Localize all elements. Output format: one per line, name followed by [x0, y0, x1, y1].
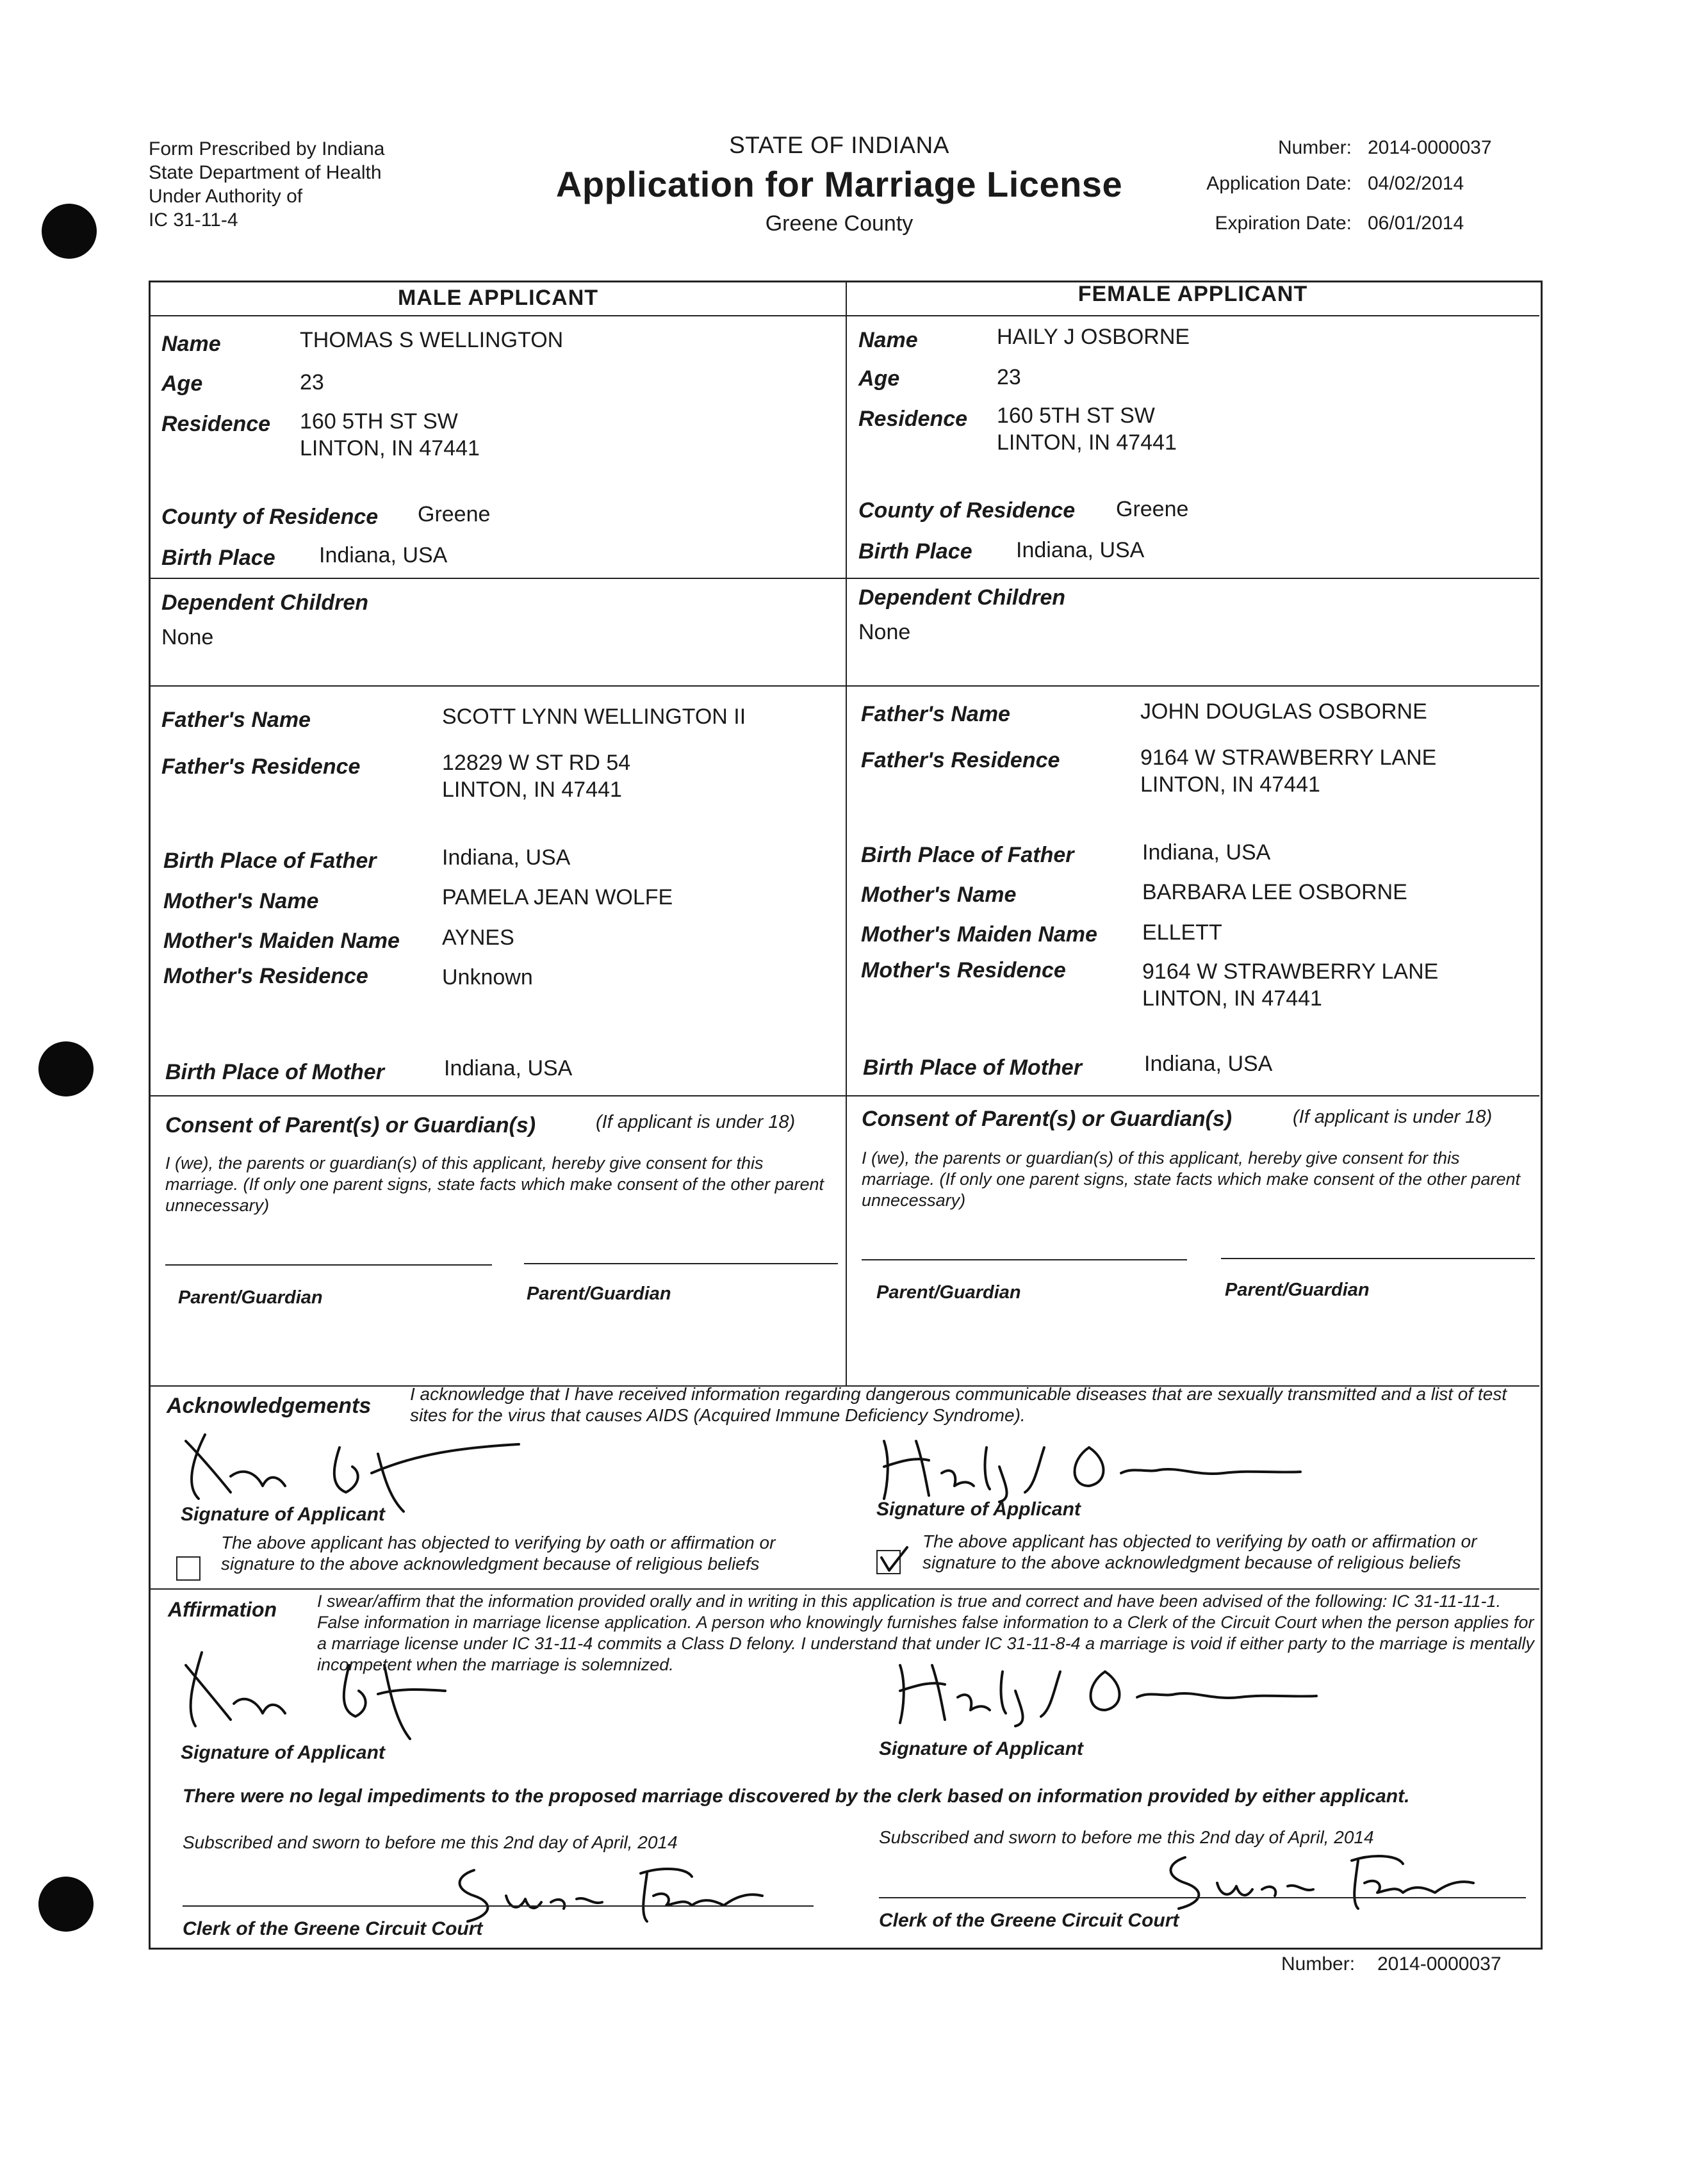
- male-clerk-signature: [448, 1857, 807, 1934]
- male-county-value: Greene: [418, 502, 491, 526]
- male-bp-father-label: Birth Place of Father: [163, 849, 377, 873]
- female-age-label: Age: [858, 366, 900, 391]
- female-parent-signature-line-1: [862, 1259, 1187, 1260]
- male-consent-text: I (we), the parents or guardian(s) of this applicant, hereby give consent for this marriage. (If only one parent signs, state facts which make consent of the other parent unnecessary): [165, 1153, 824, 1215]
- female-age-value: 23: [997, 365, 1021, 389]
- female-father-residence-label: Father's Residence: [861, 748, 1060, 772]
- expiration-date-label: Expiration Date:: [1215, 213, 1352, 234]
- female-objection-text: The above applicant has objected to verifying by oath or affirmation or signature to the above acknowledgment because of religious beliefs: [922, 1531, 1477, 1572]
- female-birth-place-value: Indiana, USA: [1016, 538, 1145, 562]
- county-heading: Greene County: [765, 211, 914, 236]
- female-birth-place-label: Birth Place: [858, 539, 972, 564]
- acknowledgements-heading: Acknowledgements: [167, 1394, 372, 1418]
- male-age-value: 23: [300, 370, 324, 395]
- female-ack-signature-label: Signature of Applicant: [876, 1499, 1081, 1520]
- footer-number-label: Number:: [1281, 1953, 1356, 1975]
- female-mother-maiden-label: Mother's Maiden Name: [861, 922, 1097, 947]
- form-prescribed-note: Form Prescribed by Indiana State Department of Health Under Authority of IC 31-11-4: [149, 138, 385, 231]
- female-consent-note: (If applicant is under 18): [1293, 1107, 1493, 1127]
- female-parent-guardian-label-1: Parent/Guardian: [876, 1282, 1021, 1303]
- hole-punch-top: [42, 204, 97, 259]
- female-mother-name-label: Mother's Name: [861, 883, 1017, 907]
- female-father-residence-value: 9164 W STRAWBERRY LANE LINTON, IN 47441: [1140, 746, 1437, 797]
- male-birth-place-label: Birth Place: [161, 546, 275, 570]
- male-consent-note: (If applicant is under 18): [596, 1112, 796, 1132]
- female-bp-mother-value: Indiana, USA: [1144, 1052, 1273, 1076]
- female-consent-title: Consent of Parent(s) or Guardian(s): [862, 1107, 1233, 1131]
- affirmation-heading: Affirmation: [168, 1598, 277, 1621]
- female-name-value: HAILY J OSBORNE: [997, 325, 1190, 349]
- female-name-label: Name: [858, 328, 918, 352]
- male-father-residence-value: 12829 W ST RD 54 LINTON, IN 47441: [442, 751, 631, 802]
- female-parent-guardian-label-2: Parent/Guardian: [1225, 1280, 1370, 1300]
- male-aff-signature: [157, 1640, 516, 1742]
- male-bp-father-value: Indiana, USA: [442, 845, 571, 870]
- female-mother-residence-value: 9164 W STRAWBERRY LANE LINTON, IN 47441: [1142, 959, 1439, 1011]
- male-mother-residence-label: Mother's Residence: [163, 964, 368, 988]
- male-dependent-label: Dependent Children: [161, 591, 369, 615]
- male-county-label: County of Residence: [161, 505, 379, 529]
- male-objection-text: The above applicant has objected to verifying by oath or affirmation or signature to the above acknowledgment because of religious beliefs: [221, 1533, 776, 1574]
- female-bp-father-value: Indiana, USA: [1142, 840, 1271, 865]
- female-parent-signature-line-2: [1221, 1258, 1535, 1259]
- male-father-residence-label: Father's Residence: [161, 754, 361, 779]
- female-father-name-label: Father's Name: [861, 702, 1010, 726]
- female-father-name-value: JOHN DOUGLAS OSBORNE: [1140, 699, 1427, 724]
- female-clerk-signature-line: [879, 1897, 1526, 1898]
- number-label: Number:: [1277, 137, 1352, 158]
- dependent-rule: [151, 578, 1539, 579]
- male-parent-guardian-label-2: Parent/Guardian: [527, 1284, 671, 1304]
- male-objection-checkbox[interactable]: [176, 1556, 201, 1581]
- male-age-label: Age: [161, 371, 203, 396]
- female-mother-maiden-value: ELLETT: [1142, 920, 1222, 945]
- female-residence-label: Residence: [858, 407, 968, 431]
- female-applicant-heading: FEMALE APPLICANT: [1078, 282, 1308, 306]
- male-clerk-label: Clerk of the Greene Circuit Court: [183, 1918, 483, 1939]
- male-consent-title: Consent of Parent(s) or Guardian(s): [165, 1113, 536, 1137]
- male-residence-value: 160 5TH ST SW LINTON, IN 47441: [300, 409, 480, 460]
- female-sworn-text: Subscribed and sworn to before me this 2nd day of April, 2014: [879, 1827, 1374, 1847]
- male-mother-name-label: Mother's Name: [163, 889, 319, 913]
- impediments-statement: There were no legal impediments to the proposed marriage discovered by the clerk based on information provided by either applicant.: [183, 1786, 1410, 1807]
- male-mother-maiden-label: Mother's Maiden Name: [163, 929, 400, 953]
- affirmation-text: I swear/affirm that the information provided orally and in writing in this application is true and correct and have been advised of the following: IC 31-11-11-1. False information in marriage license application. A person who knowingly furnishes false information to a Clerk of the Circuit Court when the person applies for a marriage license under IC 31-11-4 commits a Class D felony. I understand that under IC 31-11-8-4 a marriage is void if either party to the marriage is mentally incompetent when the marriage is solemnized.: [317, 1592, 1534, 1674]
- male-name-label: Name: [161, 332, 221, 356]
- number-value: 2014-0000037: [1368, 137, 1492, 158]
- parents-rule: [151, 685, 1539, 687]
- affirmation-rule: [151, 1588, 1539, 1590]
- female-clerk-signature: [1159, 1845, 1518, 1921]
- female-residence-value: 160 5TH ST SW LINTON, IN 47441: [997, 403, 1177, 455]
- male-name-value: THOMAS S WELLINGTON: [300, 328, 564, 352]
- female-dependent-value: None: [858, 620, 911, 644]
- male-father-name-value: SCOTT LYNN WELLINGTON II: [442, 705, 746, 729]
- male-birth-place-value: Indiana, USA: [319, 543, 448, 567]
- female-aff-signature: [894, 1652, 1342, 1736]
- footer-number-value: 2014-0000037: [1377, 1953, 1502, 1975]
- consent-divider: [846, 1096, 847, 1385]
- female-objection-check-mark: [879, 1545, 911, 1577]
- male-residence-label: Residence: [161, 412, 271, 436]
- male-parent-signature-line-2: [524, 1263, 838, 1264]
- male-mother-maiden-value: AYNES: [442, 925, 514, 950]
- female-ack-signature: [878, 1422, 1326, 1505]
- male-ack-signature-label: Signature of Applicant: [181, 1504, 385, 1525]
- acknowledgement-text: I acknowledge that I have received information regarding dangerous communicable diseases that are sexually transmitted and a list of test sites for the virus that causes AIDS (Acquired Immune Deficiency Syndrome).: [410, 1384, 1507, 1425]
- female-mother-name-value: BARBARA LEE OSBORNE: [1142, 880, 1407, 904]
- male-parent-guardian-label-1: Parent/Guardian: [178, 1287, 323, 1308]
- male-parent-signature-line-1: [165, 1264, 492, 1266]
- male-dependent-value: None: [161, 625, 214, 649]
- female-bp-mother-label: Birth Place of Mother: [863, 1055, 1082, 1080]
- hole-punch-middle: [38, 1041, 94, 1096]
- male-mother-residence-value: Unknown: [442, 965, 533, 990]
- male-father-name-label: Father's Name: [161, 708, 311, 732]
- male-sworn-text: Subscribed and sworn to before me this 2nd day of April, 2014: [183, 1832, 678, 1852]
- male-clerk-signature-line: [183, 1905, 814, 1907]
- hole-punch-bottom: [38, 1877, 94, 1932]
- male-aff-signature-label: Signature of Applicant: [181, 1742, 385, 1763]
- male-mother-name-value: PAMELA JEAN WOLFE: [442, 885, 673, 909]
- female-bp-father-label: Birth Place of Father: [861, 843, 1074, 867]
- male-bp-mother-value: Indiana, USA: [444, 1056, 573, 1080]
- female-county-value: Greene: [1116, 497, 1189, 521]
- male-applicant-heading: MALE APPLICANT: [397, 286, 599, 310]
- male-ack-signature: [160, 1415, 519, 1518]
- application-date-value: 04/02/2014: [1368, 173, 1464, 194]
- application-date-label: Application Date:: [1206, 173, 1352, 194]
- state-heading: STATE OF INDIANA: [729, 132, 949, 158]
- heading-rule: [151, 315, 1539, 316]
- male-bp-mother-label: Birth Place of Mother: [165, 1060, 384, 1084]
- female-clerk-label: Clerk of the Greene Circuit Court: [879, 1910, 1179, 1931]
- female-county-label: County of Residence: [858, 498, 1076, 523]
- expiration-date-value: 06/01/2014: [1368, 213, 1464, 234]
- female-dependent-label: Dependent Children: [858, 585, 1066, 610]
- page-title: Application for Marriage License: [555, 164, 1123, 204]
- female-consent-text: I (we), the parents or guardian(s) of this applicant, hereby give consent for this marriage. (If only one parent signs, state facts which make consent of the other parent unnecessary): [862, 1148, 1521, 1210]
- consent-rule: [151, 1095, 1539, 1096]
- female-aff-signature-label: Signature of Applicant: [879, 1738, 1083, 1759]
- female-mother-residence-label: Mother's Residence: [861, 958, 1066, 982]
